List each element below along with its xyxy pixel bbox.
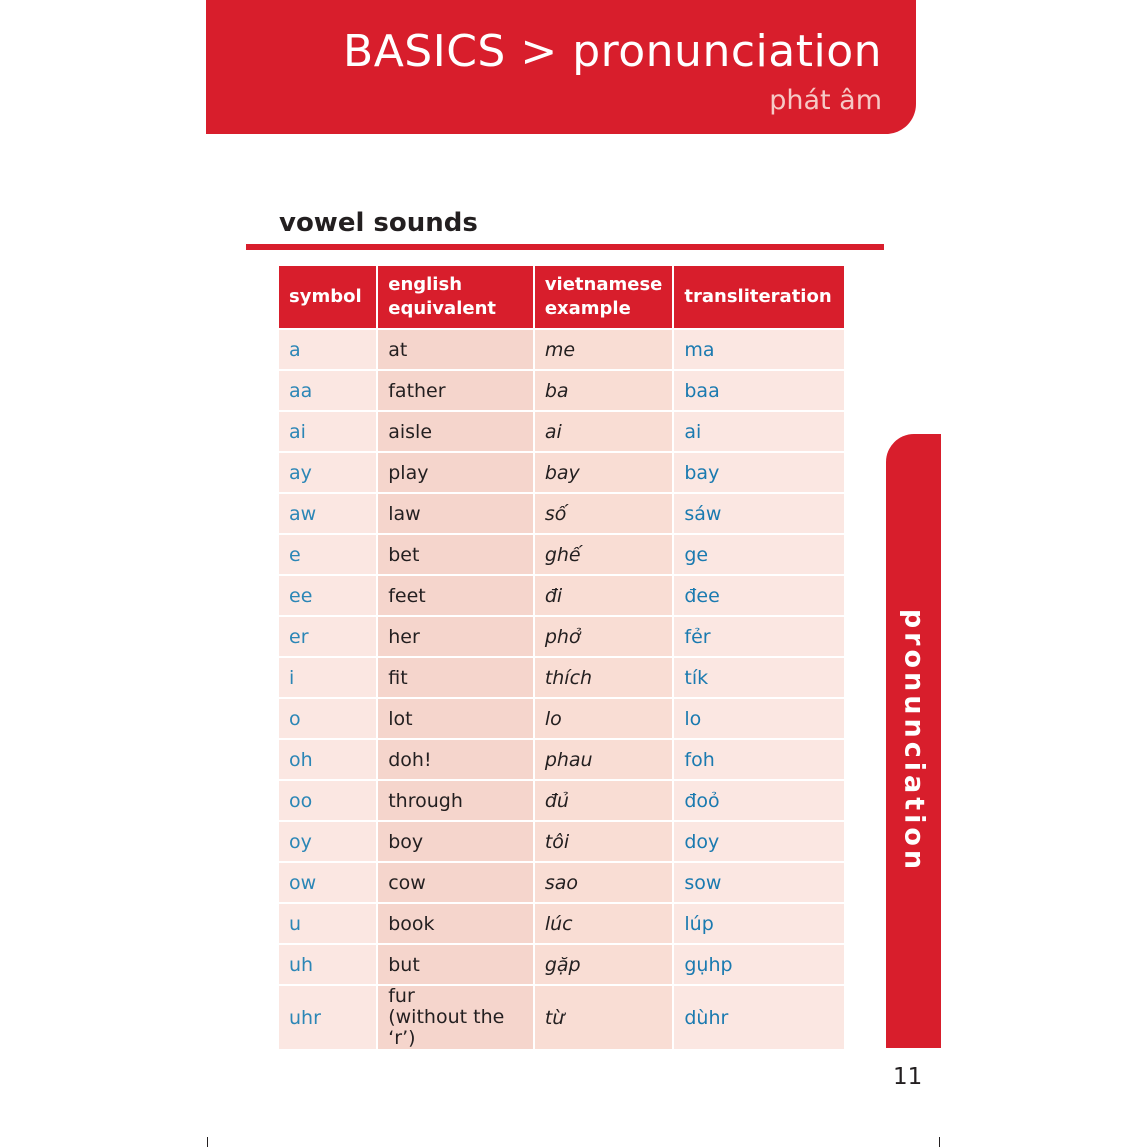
vietnamese-example-cell: ai — [535, 412, 673, 451]
symbol-cell: aw — [279, 494, 376, 533]
table-row — [279, 371, 844, 410]
page-title: BASICS > pronunciation — [343, 26, 882, 77]
column-header-english: english equivalent — [378, 266, 533, 328]
transliteration-cell: foh — [674, 740, 844, 779]
symbol-cell: ai — [279, 412, 376, 451]
transliteration-cell: ai — [674, 412, 844, 451]
vietnamese-example-cell: đi — [535, 576, 673, 615]
symbol-cell: ow — [279, 863, 376, 902]
transliteration-cell: đoỏ — [674, 781, 844, 820]
symbol-cell: uh — [279, 945, 376, 984]
table-row — [279, 412, 844, 451]
page-number: 11 — [893, 1064, 923, 1090]
symbol-cell: ee — [279, 576, 376, 615]
transliteration-cell: fẻr — [674, 617, 844, 656]
transliteration-cell: lo — [674, 699, 844, 738]
english-equivalent-cell: fit — [378, 658, 533, 697]
transliteration-cell: dùhr — [674, 986, 844, 1049]
table-row — [279, 699, 844, 738]
table-row — [279, 904, 844, 943]
table-row — [279, 863, 844, 902]
english-equivalent-cell: law — [378, 494, 533, 533]
crop-mark — [939, 1137, 940, 1147]
vietnamese-example-cell: me — [535, 330, 673, 369]
symbol-cell: o — [279, 699, 376, 738]
vietnamese-example-cell: số — [535, 494, 673, 533]
english-equivalent-cell: book — [378, 904, 533, 943]
english-equivalent-cell: father — [378, 371, 533, 410]
english-equivalent-cell: but — [378, 945, 533, 984]
symbol-cell: oh — [279, 740, 376, 779]
transliteration-cell: baa — [674, 371, 844, 410]
column-header-example: vietnamese example — [535, 266, 673, 328]
crop-mark — [207, 1137, 208, 1147]
table-header-row — [279, 266, 844, 328]
table-row — [279, 945, 844, 984]
page-subtitle: phát âm — [769, 85, 882, 116]
english-equivalent-cell: aisle — [378, 412, 533, 451]
vietnamese-example-cell: phau — [535, 740, 673, 779]
vietnamese-example-cell: đủ — [535, 781, 673, 820]
english-equivalent-cell: doh! — [378, 740, 533, 779]
vietnamese-example-cell: lúc — [535, 904, 673, 943]
symbol-cell: oo — [279, 781, 376, 820]
column-header-symbol: symbol — [279, 266, 376, 328]
symbol-cell: uhr — [279, 986, 376, 1049]
table-row — [279, 617, 844, 656]
table-row — [279, 453, 844, 492]
vietnamese-example-cell: ba — [535, 371, 673, 410]
section-heading: vowel sounds — [279, 208, 478, 238]
vietnamese-example-cell: gặp — [535, 945, 673, 984]
vietnamese-example-cell: bay — [535, 453, 673, 492]
table-row — [279, 986, 844, 1049]
symbol-cell: e — [279, 535, 376, 574]
transliteration-cell: tík — [674, 658, 844, 697]
table-row — [279, 576, 844, 615]
symbol-cell: aa — [279, 371, 376, 410]
symbol-cell: u — [279, 904, 376, 943]
table-row — [279, 822, 844, 861]
english-equivalent-cell: fur (without the ‘r’) — [378, 986, 533, 1049]
vowel-sounds-table — [277, 264, 846, 1051]
table-row — [279, 658, 844, 697]
table-row — [279, 781, 844, 820]
transliteration-cell: gụhp — [674, 945, 844, 984]
vietnamese-example-cell: tôi — [535, 822, 673, 861]
english-equivalent-cell: through — [378, 781, 533, 820]
transliteration-cell: ma — [674, 330, 844, 369]
english-equivalent-cell: feet — [378, 576, 533, 615]
english-equivalent-cell: her — [378, 617, 533, 656]
side-section-tab — [886, 434, 941, 1048]
vietnamese-example-cell: thích — [535, 658, 673, 697]
vietnamese-example-cell: phở — [535, 617, 673, 656]
english-equivalent-cell: lot — [378, 699, 533, 738]
symbol-cell: er — [279, 617, 376, 656]
symbol-cell: ay — [279, 453, 376, 492]
transliteration-cell: sow — [674, 863, 844, 902]
section-divider — [246, 244, 884, 250]
symbol-cell: a — [279, 330, 376, 369]
transliteration-cell: sáw — [674, 494, 844, 533]
header-banner — [206, 0, 916, 134]
english-equivalent-cell: boy — [378, 822, 533, 861]
symbol-cell: i — [279, 658, 376, 697]
transliteration-cell: ge — [674, 535, 844, 574]
table-row — [279, 330, 844, 369]
table-row — [279, 535, 844, 574]
table-row — [279, 740, 844, 779]
english-equivalent-cell: bet — [378, 535, 533, 574]
vietnamese-example-cell: lo — [535, 699, 673, 738]
vietnamese-example-cell: từ — [535, 986, 673, 1049]
english-equivalent-cell: play — [378, 453, 533, 492]
symbol-cell: oy — [279, 822, 376, 861]
english-equivalent-cell: cow — [378, 863, 533, 902]
vietnamese-example-cell: ghế — [535, 535, 673, 574]
transliteration-cell: bay — [674, 453, 844, 492]
table-row — [279, 494, 844, 533]
transliteration-cell: đee — [674, 576, 844, 615]
vietnamese-example-cell: sao — [535, 863, 673, 902]
english-equivalent-cell: at — [378, 330, 533, 369]
column-header-transliteration: transliteration — [674, 266, 844, 328]
transliteration-cell: doy — [674, 822, 844, 861]
table-body — [279, 330, 844, 1049]
side-tab-label: pronunciation — [898, 608, 929, 874]
transliteration-cell: lúp — [674, 904, 844, 943]
